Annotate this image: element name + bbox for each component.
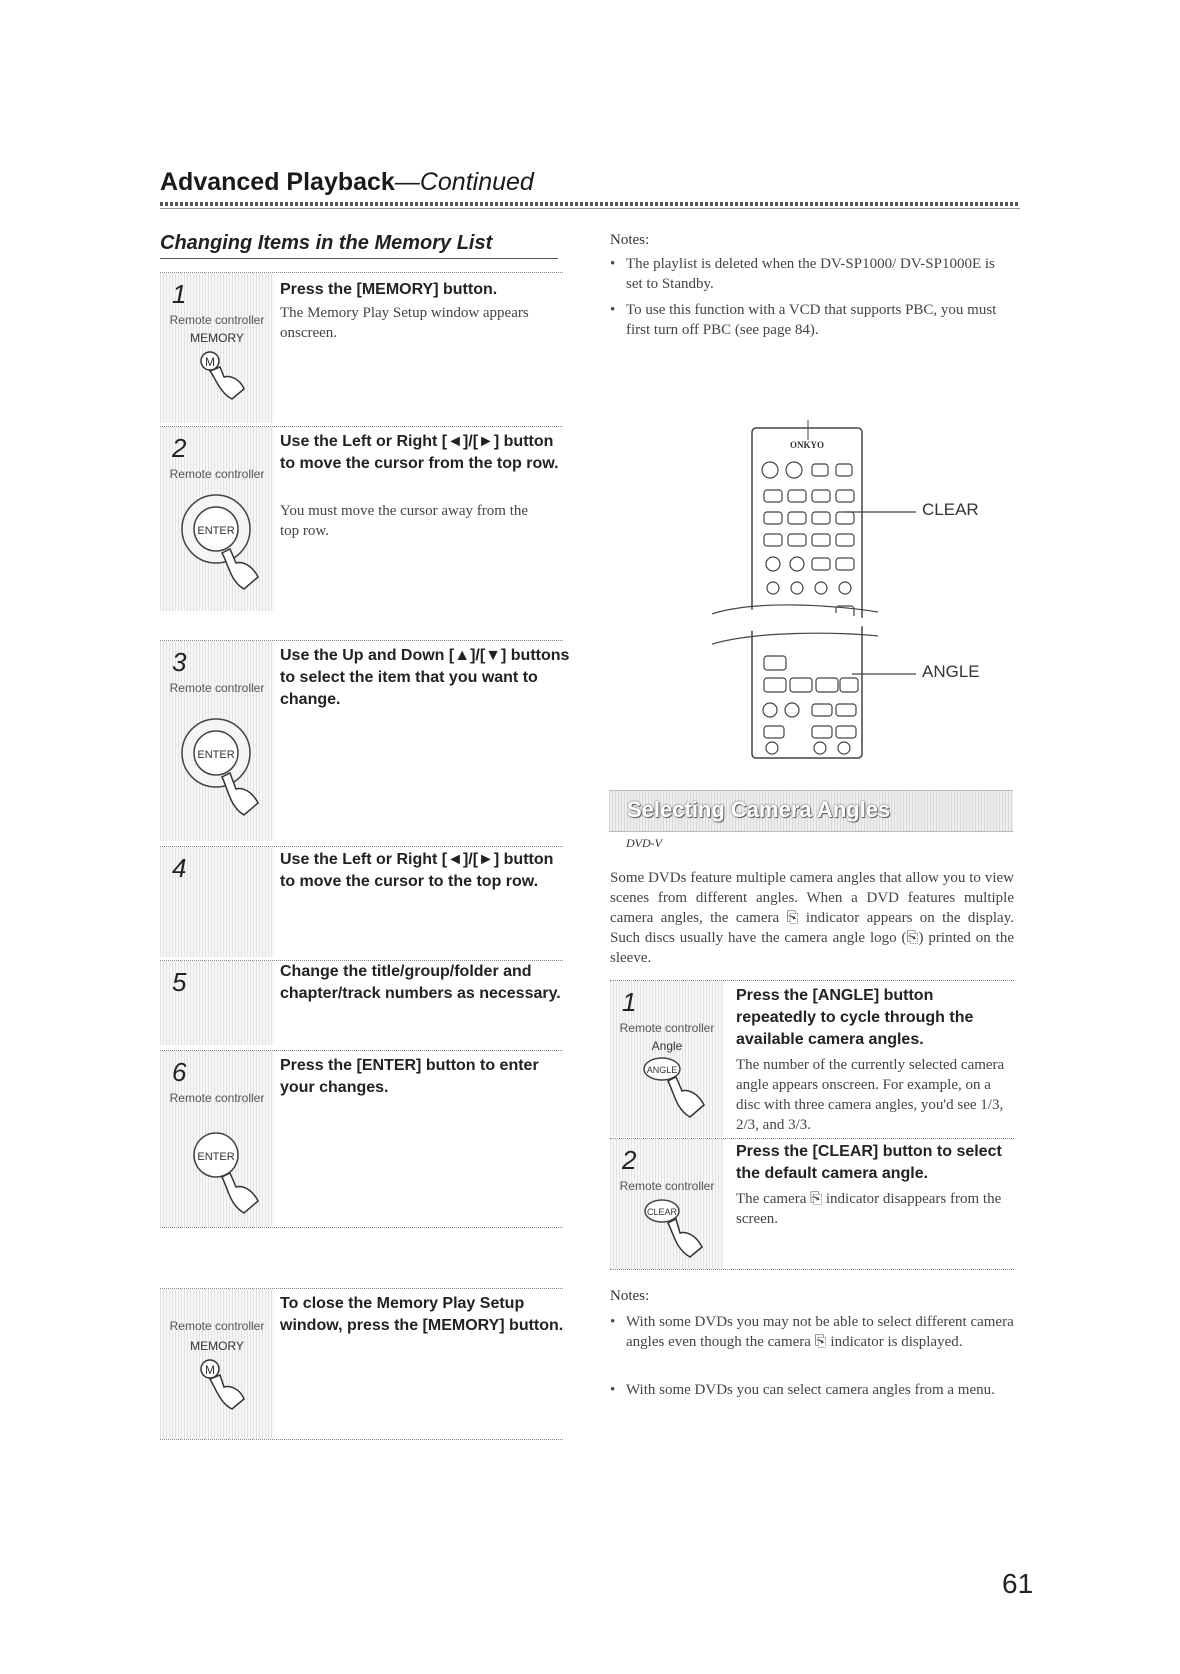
- angle-callout: ANGLE: [922, 662, 980, 681]
- step-description: The Memory Play Setup window appears onscreen.: [280, 305, 529, 341]
- step-number: 3: [172, 647, 187, 677]
- remote-controller-label: Remote controller: [169, 467, 265, 481]
- button-name: Angle: [651, 1039, 683, 1053]
- step-title: Press the [ENTER] button to enter your changes.: [280, 1057, 539, 1096]
- remote-controller-label: Remote controller: [169, 1319, 265, 1333]
- note-text: The playlist is deleted when the DV-SP1000/ DV-SP1000E is set to Standby.: [626, 256, 995, 292]
- remote-controller-label: Remote controller: [169, 1091, 265, 1105]
- section-title: Selecting Camera Angles: [627, 797, 891, 822]
- step-1: [160, 272, 563, 423]
- page-number: 61: [1002, 1568, 1034, 1599]
- header-rule: [160, 202, 1020, 206]
- remote-brand: ONKYO: [789, 440, 825, 450]
- hand-pressing-memory-icon: [180, 1357, 260, 1433]
- step-sidebar: [610, 1139, 724, 1269]
- note-text: With some DVDs you can select camera angles from a menu.: [626, 1382, 995, 1398]
- step-description: The number of the currently selected camera angle appears onscreen. For example, on a disc with three camera angles, you'd see 1/3, 2/3, and 3/3.: [736, 1057, 1005, 1133]
- step-sidebar: [160, 273, 274, 423]
- step-title: Press the [MEMORY] button.: [280, 281, 498, 298]
- step-sidebar: [610, 981, 724, 1137]
- step-3: [160, 640, 570, 841]
- note-text: To use this function with a VCD that supports PBC, you must first turn off PBC (see page 84).: [626, 302, 997, 338]
- hand-pressing-enter-icon: [172, 489, 268, 605]
- note-item: • With some DVDs you can select camera angles from a menu.: [610, 1380, 1014, 1400]
- enter-button-label: ENTER: [197, 525, 235, 537]
- angle-step-1: [610, 980, 1014, 1137]
- enter-button-label: ENTER: [197, 1151, 235, 1163]
- step-title: Press the [ANGLE] button repeatedly to cycle through the available camera angles.: [736, 987, 974, 1048]
- close-tip: [160, 1288, 563, 1440]
- header-continued: —Continued: [394, 168, 534, 196]
- step-sidebar: [160, 641, 274, 841]
- step-number: 1: [622, 987, 637, 1017]
- close-tip-text: To close the Memory Play Setup window, press the [MEMORY] button.: [280, 1295, 564, 1334]
- step-description: You must move the cursor away from the top row.: [280, 503, 529, 539]
- step-4: [160, 846, 563, 957]
- clear-callout: CLEAR: [922, 500, 979, 519]
- remote-control-illustration: [712, 420, 1022, 770]
- dvd-video-badge: [626, 836, 662, 851]
- step-title: Use the Left or Right [◄]/[►] button to move the cursor to the top row.: [280, 851, 554, 890]
- section-banner: [609, 790, 1013, 832]
- button-name: MEMORY: [190, 1339, 244, 1353]
- angle-button-label: ANGLE: [646, 1065, 678, 1075]
- hand-pressing-clear-icon: [632, 1197, 722, 1267]
- step-sidebar: [160, 1051, 274, 1227]
- subhead-rule: [160, 258, 558, 259]
- step-2: [160, 426, 563, 611]
- step-number: 4: [172, 853, 187, 883]
- svg-text:M: M: [205, 1363, 215, 1377]
- note-text: With some DVDs you may not be able to select different camera angles even though the camera ⎘ indicator is displayed.: [626, 1314, 1014, 1350]
- step-sidebar: [160, 961, 274, 1045]
- step-title: Use the Left or Right [◄]/[►] button to move the cursor from the top row.: [280, 433, 559, 472]
- step-sidebar: [160, 1289, 274, 1439]
- angle-step-2: [610, 1138, 1014, 1270]
- header-title: Advanced Playback: [160, 168, 395, 196]
- clear-button-label: CLEAR: [646, 1207, 678, 1217]
- dvd-badge-text: DVD-V: [626, 836, 662, 850]
- step-number: 2: [622, 1145, 637, 1175]
- step-number: 6: [172, 1057, 187, 1087]
- hand-pressing-enter-icon: [172, 711, 268, 835]
- remote-controller-label: Remote controller: [619, 1179, 715, 1193]
- hand-pressing-angle-icon: [630, 1053, 720, 1133]
- note-item: • With some DVDs you may not be able to select different camera angles even though the camera ⎘ indicator is displayed.: [610, 1314, 1014, 1350]
- page-header: [160, 168, 534, 197]
- step-number: 5: [172, 967, 187, 997]
- step-title: Press the [CLEAR] button to select the default camera angle.: [736, 1143, 1002, 1182]
- note-item: • To use this function with a VCD that supports PBC, you must first turn off PBC (see page 84).: [610, 300, 1010, 340]
- button-name: MEMORY: [190, 331, 244, 345]
- step-description: The camera ⎘ indicator disappears from the screen.: [736, 1191, 1002, 1227]
- section-subhead: Changing Items in the Memory List: [160, 232, 493, 254]
- step-number: 2: [172, 433, 187, 463]
- note-item: • The playlist is deleted when the DV-SP1000/ DV-SP1000E is set to Standby.: [610, 254, 1010, 294]
- header-rule-thin: [160, 208, 1020, 209]
- enter-button-label: ENTER: [197, 749, 235, 761]
- hand-pressing-enter-icon: [180, 1127, 266, 1223]
- svg-text:M: M: [205, 355, 215, 369]
- remote-controller-label: Remote controller: [169, 313, 265, 327]
- step-6: [160, 1050, 563, 1228]
- notes-label: Notes:: [610, 1288, 650, 1304]
- remote-controller-label: Remote controller: [619, 1021, 715, 1035]
- notes-label: Notes:: [610, 232, 650, 248]
- step-sidebar: [160, 847, 274, 957]
- hand-pressing-memory-icon: [180, 349, 260, 419]
- step-sidebar: [160, 427, 274, 611]
- step-number: 1: [172, 279, 187, 309]
- step-5: [160, 960, 563, 1045]
- step-title: Use the Up and Down [▲]/[▼] buttons to select the item that you want to change.: [280, 647, 570, 708]
- remote-controller-label: Remote controller: [169, 681, 265, 695]
- section-intro: Some DVDs feature multiple camera angles that allow you to view scenes from different angles. When a DVD features multiple camera angles, the camera ⎘ indicator appears on the display. Such discs usually have the camera angle logo (⎘) printed on the sleeve.: [610, 870, 1014, 966]
- step-title: Change the title/group/folder and chapter/track numbers as necessary.: [280, 963, 561, 1002]
